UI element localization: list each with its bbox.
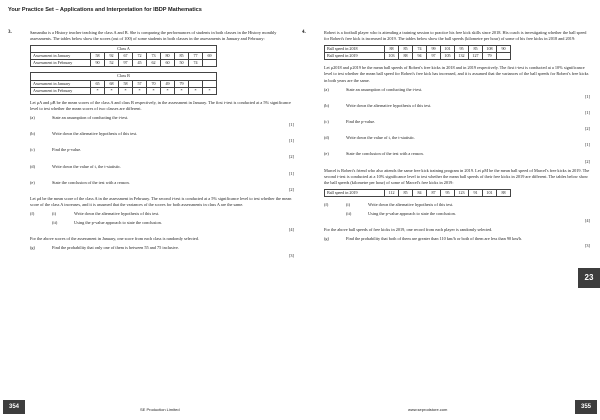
cell: 101 — [483, 189, 497, 196]
table-row — [31, 53, 217, 60]
cell: 70 — [147, 80, 161, 87]
question-4 — [302, 30, 590, 253]
cell: 72 — [133, 53, 147, 60]
marks: [1] — [584, 93, 590, 99]
marks: [1] — [288, 170, 294, 176]
subpart-label: (ii) — [52, 220, 58, 226]
part-label: (a) — [30, 114, 35, 120]
test-setup: For the above ball speeds of free kicks in 2019, one record from each player is randomly selected. — [324, 227, 493, 233]
cell: 85 — [175, 53, 189, 60]
class-b-table — [30, 72, 217, 94]
cell: 91 — [469, 189, 483, 196]
part-label: (g) — [324, 236, 330, 242]
cell: 95 — [441, 189, 455, 196]
cell: 88 — [385, 46, 399, 53]
table-row — [31, 87, 217, 94]
cell: 87 — [427, 189, 441, 196]
cell: * — [161, 87, 175, 94]
part-text: Find the p-value. — [346, 119, 376, 125]
cell: 79 — [175, 80, 189, 87]
ball-speed-table — [324, 45, 511, 60]
cell: * — [203, 87, 217, 94]
question-part — [30, 164, 294, 170]
cell: 58 — [119, 80, 133, 87]
table-row — [325, 53, 511, 60]
part-label: (c) — [30, 147, 35, 153]
cell: 112 — [385, 189, 399, 196]
cell: 88 — [399, 53, 413, 60]
part-text: Write down the alternative hypothesis of this test. — [74, 211, 160, 217]
part-text: Write down the alternative hypothesis of this test. — [52, 131, 138, 137]
row-label: Assessment in February — [31, 60, 91, 67]
website-text: www.seprodstore.com — [408, 407, 448, 412]
cell: 92 — [105, 53, 119, 60]
test-setup: Let μ2018 and μ2019 be the mean ball speeds of Robert's free kicks in 2018 and in 2019 respectively. The first t-test is conducted at a 10% significance level to test whether the mean ball speed for Robert's free kick has increased, and it is assumed that the variances of the ball speeds for Robert's free kicks in both years are the same. — [324, 65, 589, 83]
marks: [1] — [584, 142, 590, 148]
running-header: Your Practice Set – Applications and Interpretation for IBDP Mathematics — [8, 7, 202, 13]
row-label: Ball speed in 2019 — [325, 189, 385, 196]
row-label: Assessment in January — [31, 80, 91, 87]
cell: 94 — [413, 53, 427, 60]
subpart-label: (i) — [52, 211, 57, 217]
cell: 65 — [91, 80, 105, 87]
question-number: 3. — [8, 30, 12, 35]
question-part — [30, 115, 294, 121]
cell: 79 — [483, 53, 497, 60]
cell: 95 — [455, 46, 469, 53]
part-text: Write down the alternative hypothesis of this test. — [368, 201, 454, 207]
class-a-table — [30, 45, 217, 67]
marks: [3] — [288, 252, 294, 258]
cell: * — [175, 87, 189, 94]
row-label: Assessment in January — [31, 53, 91, 60]
cell: 80 — [161, 53, 175, 60]
test-setup: Let μd be the mean score of the class A in the assessment in February. The second t-test is conducted at a 5% significance level to test whether the mean score of the class A increases, and it is assumed that the variances of the scores for both assessments in class A are the same. — [30, 195, 292, 207]
part-label: (a) — [324, 86, 329, 92]
part-text: Write down the alternative hypothesis of this test. — [346, 102, 432, 108]
cell — [203, 80, 217, 87]
marks: [3] — [584, 243, 590, 249]
table-row — [31, 80, 217, 87]
cell: * — [133, 87, 147, 94]
question-part — [324, 211, 590, 217]
cell: 101 — [441, 46, 455, 53]
table-caption: Class B — [31, 73, 217, 80]
question-part — [324, 236, 590, 242]
page-number-right: 355 — [575, 400, 597, 414]
question-part — [30, 147, 294, 153]
cell: 97 — [427, 53, 441, 60]
cell: * — [147, 87, 161, 94]
subpart-label: (i) — [346, 201, 351, 207]
cell: 105 — [441, 53, 455, 60]
question-part — [30, 220, 294, 226]
question-part — [30, 245, 294, 251]
cell: 108 — [483, 46, 497, 53]
part-text: Write down the value of t, the t-statistic. — [52, 163, 122, 169]
marks: [1] — [288, 138, 294, 144]
part-text: Write down the value of t, the t-statistic. — [346, 135, 416, 141]
publisher-text: SE Production Limited — [140, 407, 180, 412]
cell — [189, 80, 203, 87]
chapter-tab: 23 — [578, 268, 600, 288]
cell: 90 — [497, 46, 511, 53]
part-text: State the conclusion of the test with a reason. — [52, 179, 130, 185]
cell: * — [119, 87, 133, 94]
part-label: (b) — [30, 131, 36, 137]
part-label: (d) — [324, 135, 330, 141]
cell: 132 — [455, 53, 469, 60]
cell: 84 — [413, 189, 427, 196]
question-number: 4. — [302, 30, 306, 35]
table-caption: Class A — [31, 46, 217, 53]
marks: [2] — [584, 126, 590, 132]
test-setup: Marcel is Robert's friend who also attends the same free kick training program in 2019. Let μM be the mean ball speed of Marcel's free kicks in 2019. The second t-test is conducted at a 10% significance level to test whether the mean ball speeds of their free kicks in 2019 are different. The tables below show the ball speeds (kilometre per hour) of some of Marcel's free kicks in 2019: — [324, 167, 590, 185]
cell: 45 — [133, 60, 147, 67]
cell: 62 — [147, 60, 161, 67]
question-intro: Samantha is a History teacher teaching the class A and B. She is comparing the performances of students in both classes in the History monthly assessments. The tables below show the scores (out of 100) of some students in both classes in the assessments in January and February: — [30, 30, 277, 42]
cell: 77 — [189, 53, 203, 60]
marks: [1] — [288, 122, 294, 128]
cell: 123 — [455, 189, 469, 196]
part-text: State an assumption of conducting the t-test. — [52, 114, 129, 120]
marks: [1] — [584, 109, 590, 115]
marks: [2] — [288, 154, 294, 160]
part-label: (f) — [324, 201, 329, 207]
question-part — [324, 135, 590, 141]
question-part — [324, 151, 590, 157]
question-intro: Robert is a football player who is attending a training session to practice his free kick skills since 2018. His coach is investigating whether the ball speed for Robert's free kick is increased in 2019. The tables below show the ball speeds (kilometre per hour) of some of his free kicks in 2018 and 2019: — [324, 30, 587, 42]
marks: [4] — [584, 218, 590, 224]
cell: 49 — [161, 80, 175, 87]
cell: 85 — [399, 189, 413, 196]
cell: 57 — [133, 80, 147, 87]
cell: 60 — [161, 60, 175, 67]
question-part — [30, 180, 294, 186]
part-text: Find the p-value. — [52, 147, 82, 153]
cell — [497, 53, 511, 60]
part-text: Using the p-value approach to state the conclusion. — [368, 211, 456, 217]
part-label: (d) — [30, 163, 36, 169]
cell: 73 — [147, 53, 161, 60]
part-label: (e) — [30, 179, 35, 185]
question-part — [30, 211, 294, 217]
cell: 52 — [105, 60, 119, 67]
part-label: (c) — [324, 119, 329, 125]
cell: 88 — [497, 189, 511, 196]
marcel-speed-table — [324, 189, 511, 197]
cell: 69 — [203, 53, 217, 60]
cell: 67 — [119, 53, 133, 60]
cell: 68 — [105, 80, 119, 87]
question-part — [324, 119, 590, 125]
question-part — [324, 87, 590, 93]
cell: 85 — [399, 46, 413, 53]
part-text: State an assumption of conducting the t-test. — [346, 86, 423, 92]
question-part — [324, 103, 590, 109]
cell: 58 — [91, 53, 105, 60]
cell: 90 — [91, 60, 105, 67]
test-setup: Let μA and μB be the mean scores of the class A and class B respectively, in the assessment in January. The first t-test is conducted at a 5% significance level to test whether the mean scores of two classes are different. — [30, 99, 291, 111]
cell: 99 — [427, 46, 441, 53]
cell — [203, 60, 217, 67]
test-setup: For the above scores of the assessment in January, one score from each class is randomly selected. — [30, 236, 199, 242]
row-label: Assessment in February — [31, 87, 91, 94]
part-text: State the conclusion of the test with a reason. — [346, 151, 424, 157]
table-row — [31, 60, 217, 67]
part-text: Find the probability that only one of them is between 55 and 75 inclusive. — [52, 245, 179, 251]
cell: 74 — [189, 60, 203, 67]
cell: 97 — [119, 60, 133, 67]
part-label: (b) — [324, 102, 330, 108]
row-label: Ball speed in 2019 — [325, 53, 385, 60]
cell: 127 — [469, 53, 483, 60]
question-part — [30, 131, 294, 137]
part-text: Using the p-value approach to state the conclusion. — [74, 220, 162, 226]
part-text: Find the probability that both of them are greater than 110 km/h or both of them are less than 90 km/h. — [346, 236, 523, 242]
part-label: (f) — [30, 211, 35, 217]
cell: 103 — [385, 53, 399, 60]
table-row — [325, 46, 511, 53]
cell: * — [189, 87, 203, 94]
cell: * — [91, 87, 105, 94]
part-label: (e) — [324, 151, 329, 157]
marks: [2] — [584, 158, 590, 164]
marks: [2] — [288, 186, 294, 192]
subpart-label: (ii) — [346, 211, 352, 217]
row-label: Ball speed in 2018 — [325, 46, 385, 53]
question-3 — [8, 30, 294, 262]
cell: * — [105, 87, 119, 94]
cell: 85 — [469, 46, 483, 53]
cell: 74 — [413, 46, 427, 53]
part-label: (g) — [30, 245, 36, 251]
cell: 50 — [175, 60, 189, 67]
question-part — [324, 202, 590, 208]
table-row — [325, 189, 511, 196]
marks: [4] — [288, 227, 294, 233]
page-number-left: 354 — [3, 400, 25, 414]
